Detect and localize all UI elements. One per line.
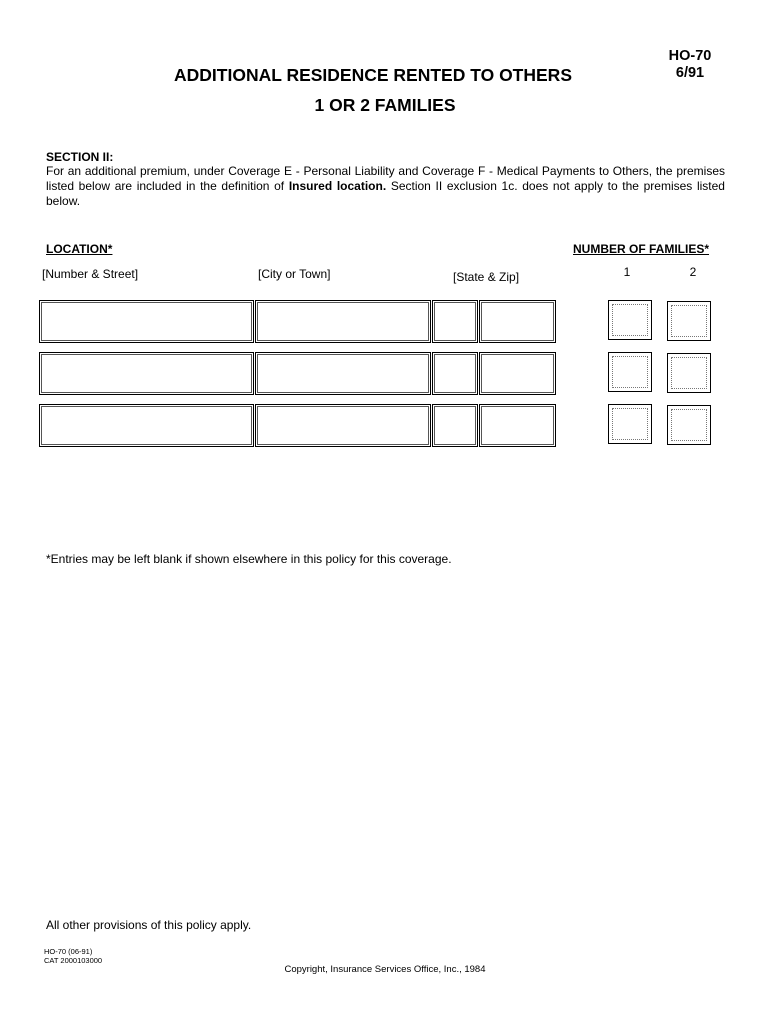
footer-form-code: HO-70 (06-91) (44, 947, 93, 956)
section-text-2: Section II exclusion 1c. does not apply to the premises listed below. (46, 179, 725, 208)
families-1-checkbox-2[interactable] (608, 352, 652, 392)
section-text-1: For an additional premium, under Coverage E - Personal Liability and Coverage F - Medical Payments to Others, the premises listed below are included in the definition of (46, 164, 725, 193)
number-street-field-3[interactable] (39, 404, 254, 447)
section-heading: SECTION II: (46, 150, 114, 164)
column-number-street: [Number & Street] (42, 267, 139, 281)
zip-field-1[interactable] (479, 300, 556, 343)
city-town-field-3[interactable] (255, 404, 431, 447)
section-body (46, 164, 725, 209)
families-1-checkbox-1[interactable] (608, 300, 652, 340)
document-title: ADDITIONAL RESIDENCE RENTED TO OTHERS (174, 65, 572, 85)
column-city-town: [City or Town] (258, 267, 331, 281)
state-field-1[interactable] (432, 300, 478, 343)
state-field-2[interactable] (432, 352, 478, 395)
location-label: LOCATION* (46, 242, 113, 256)
provisions-note: All other provisions of this policy apply. (46, 918, 252, 932)
families-2-checkbox-3[interactable] (667, 405, 711, 445)
families-1-checkbox-3[interactable] (608, 404, 652, 444)
families-2-checkbox-2[interactable] (667, 353, 711, 393)
form-number: HO-70 (668, 48, 712, 64)
number-street-field-2[interactable] (39, 352, 254, 395)
copyright: Copyright, Insurance Services Office, Inc., 1984 (284, 964, 486, 975)
form-edition: 6/91 (675, 65, 705, 81)
section-text-bold: Insured location. (288, 179, 387, 193)
footer-cat-code: CAT 2000103000 (44, 956, 103, 965)
footnote: *Entries may be left blank if shown elsewhere in this policy for this coverage. (46, 552, 452, 566)
families-option-1: 1 (623, 265, 631, 279)
zip-field-3[interactable] (479, 404, 556, 447)
state-field-3[interactable] (432, 404, 478, 447)
families-2-checkbox-1[interactable] (667, 301, 711, 341)
city-town-field-1[interactable] (255, 300, 431, 343)
city-town-field-2[interactable] (255, 352, 431, 395)
families-option-2: 2 (689, 265, 697, 279)
families-label: NUMBER OF FAMILIES* (573, 242, 710, 256)
document-subtitle: 1 OR 2 FAMILIES (314, 95, 456, 115)
column-state-zip: [State & Zip] (453, 270, 520, 284)
zip-field-2[interactable] (479, 352, 556, 395)
number-street-field-1[interactable] (39, 300, 254, 343)
